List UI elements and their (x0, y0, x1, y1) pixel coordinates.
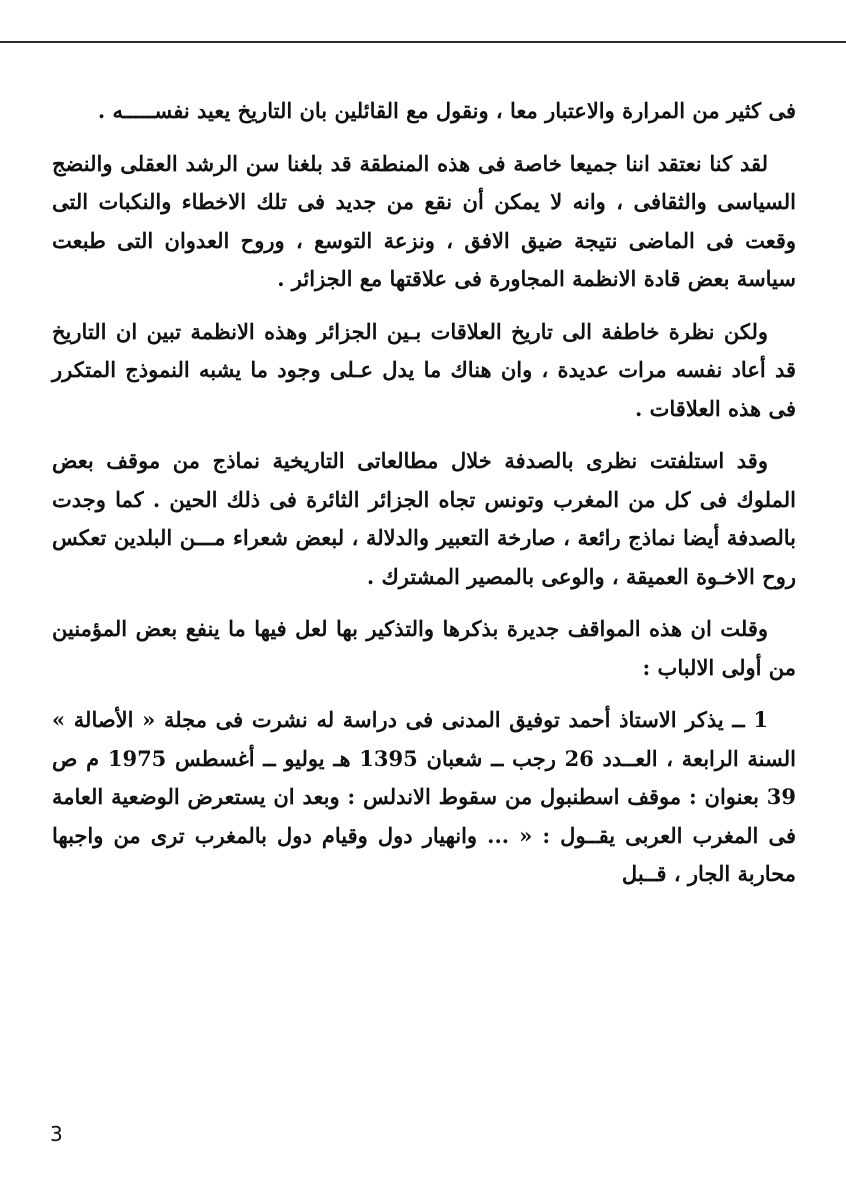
page-body (52, 92, 796, 908)
paragraph-continuation: فى كثير من المرارة والاعتبار معا ، ونقول مع القائلين بان التاريخ يعيد نفســـــه . (97, 98, 796, 123)
paragraph-madani-study: 1 ــ يذكر الاستاذ أحمد توفيق المدنى فى دراسة له نشرت فى مجلة « الأصالة » السنة الرابعة ، العــدد 26 رجب ــ شعبان 1395 هـ يوليو ــ أغسطس 1975 م ص 39 بعنوان : موقف اسطنبول من سقوط الاندلس : وبعد ان يستعرض الوضعية العامة فى المغرب العربى يقــول : « ... وانهيار دول وقيام دول بالمغرب ترى من واجبها محاربة الجار ، قــبل (52, 707, 796, 886)
header-rule (0, 41, 846, 43)
page-number: 3 (50, 1122, 63, 1146)
paragraph-historical-examples: وقد استلفتت نظرى بالصدفة خلال مطالعاتى التاريخية نماذج من موقف بعض الملوك فى كل من المغرب وتونس تجاه الجزائر الثائرة فى ذلك الحين . كما وجدت بالصدفة أيضا نماذج رائعة ، صارخة التعبير والدلالة ، لبعض شعراء مـــن البلدين تعكس روح الاخـوة العميقة ، والوعى بالمصير المشترك . (52, 448, 796, 589)
paragraph-worth-mentioning: وقلت ان هذه المواقف جديرة بذكرها والتذكير بها لعل فيها ما ينفع بعض المؤمنين من أولى الالباب : (52, 616, 796, 680)
paragraph-maturity: لقد كنا نعتقد اننا جميعا خاصة فى هذه المنطقة قد بلغنا سن الرشد العقلى والنضج السياسى والثقافى ، وانه لا يمكن أن نقع من جديد فى تلك الاخطاء والنكبات التى وقعت فى الماضى نتيجة ضيق الافق ، ونزعة التوسع ، وروح العدوان التى طبعت سياسة بعض قادة الانظمة المجاورة فى علاقتها مع الجزائر . (52, 150, 796, 291)
paragraph-history-repeats: ولكن نظرة خاطفة الى تاريخ العلاقات بـين الجزائر وهذه الانظمة تبين ان التاريخ قد أعاد نفسه مرات عديدة ، وان هناك ما يدل عـلى وجود ما يشبه النموذج المتكرر فى هذه العلاقات . (52, 318, 796, 421)
